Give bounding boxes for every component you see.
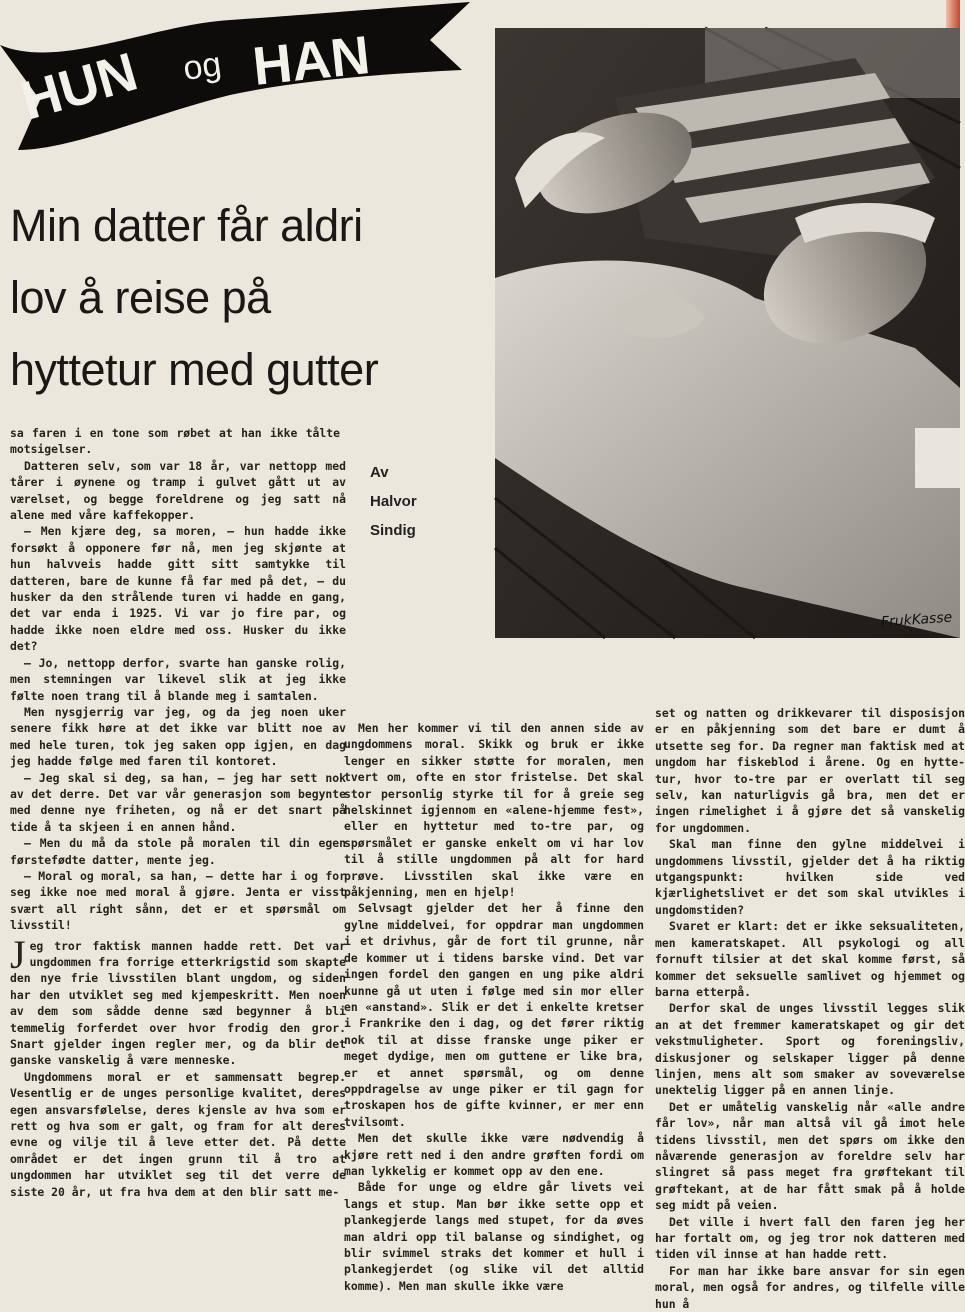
headline-line-1: Min datter får aldri [10,200,363,251]
paragraph: — Men kjære deg, sa moren, — hun hadde ikke forsøkt å opponere før nå, men jeg skjønte at hun halvveis hadde gitt sitt samtykke til datteren, bare de kunne få far med på det, — du husker da den strålende turen vi hadde en gang, det var enda i 1925. Vi var jo fire par, og hadde ikke noen eldre med oss. Husker du ikke det? [10,524,346,654]
paragraph: Ungdommens moral er et sammensatt begrep. Vesentlig er de unges personlige kvalitet, deres egen ansvarsfølelse, deres kjensle av hva som er rett og hva som er galt, og fram for alt deres evne og vilje til å leve etter det. På dette området er det ingen grunn til å tro at ungdommen har utviklet seg til det verre de siste 20 år, ut fra hva dem at den blir satt me- [10,1069,346,1199]
paragraph-with-dropcap [10,931,346,1069]
banner-word-hun: HUN [14,41,144,132]
paragraph: Selvsagt gjelder det her å finne den gylne middelvei, for oppdrar man ungdommen i et drivhus, går de fort til grunne, når de kommer ut i tidens barske vind. Det var ingen fordel den gangen en ung pike aldri kunne gå ut uten i følge med sin mor eller en «anstand». Slik er det i enkelte kretser i Frankrike den i dag, og det fører riktig nok til at disse franske unge piker er meget dydige, men om guttene er like bra, er et annet spørsmål, og om denne oppdragelse av unge piker er til gagn for troskapen hos de gifte kvinner, er mer enn tvilsomt. [344,901,644,1129]
headline-line-3: hyttetur med gutter [10,344,379,395]
paragraph: Derfor skal de unges livsstil legges slik an at det fremmer kameratskapet og gir det vekstmuligheter. Sport og foreningsliv, diskusjoner og selskaper ligger på denne linjen, mens alt som smaker av soveværelse unektelig ligger på en annen linje. [655,1001,965,1098]
headline-line-2: lov å reise på [10,272,271,323]
article-headline [10,190,480,406]
paragraph: Både for unge og eldre går livets vei langs et stup. Man bør ikke sette opp et plankegjerde langs med stupet, for da øves man aldri opp til balanse og sindighet, og blir svimmel straks det kommer et hull i plankegjerdet (og slike vil det alltid komme). Men man skulle ikke være [344,1180,644,1293]
hun-og-han-banner [0,0,470,160]
paragraph: Datteren selv, som var 18 år, var nettopp med tårer i øynene og tramp i gulvet gått ut av værelset, og begge foreldrene og jeg satt nå alene med våre kaffekopper. [10,458,346,523]
paragraph: Svaret er klart: det er ikke seksualiteten, men kameratskapet. All psykologi og all fornuft tilsier at det skal komme først, så kommer det seksuelle samlivet og hjemmet og barna etterpå. [655,919,965,999]
article-column-1 [10,425,346,1285]
paragraph: — Moral og moral, sa han, — dette har i og for seg ikke noe med moral å gjøre. Jenta er visst svært all right sånn, det er et spørsmål om livsstil! [10,868,346,933]
banner-word-og: og [180,45,224,88]
paragraph-text: eg tror faktisk mannen hadde rett. Det var ungdommen fra forrige etterkrigstid som skapte den nye frie livsstilen blant ungdom, og siden har den utviklet seg med kjempeskritt. Men noen av dem som sådde denne sæd begynner å bli temmelig forferdet over hvor frodig den gror. Snart gjelder ingen regler mer, og da blir det ganske vanskelig å være menneske. [10,938,346,1068]
paragraph: Det er umåtelig vanskelig når «alle andre får lov», når man altså vil gå imot hele tidens livsstil, men det spørs om ikke den nåværende generasjon av foreldre selv har slingret så pass meget fra grøftekant til grøftekant, at de har fått smak på å holde seg midt på veien. [655,1099,965,1213]
banner-word-han: HAN [249,25,373,97]
sleeping-couple-photo [495,28,960,638]
paragraph: Men her kommer vi til den annen side av ungdommens moral. Skikk og bruk er ikke lenger en sikker støtte for moralen, men tvert om, ofte en stor fristelse. Det skal stor personlig styrke til for å greie seg helskinnet igjennom en «alene-hjemme fest», eller en hyttetur med to-tre par, og spørsmålet er ganske enkelt om vi har lov til å stille ungdommen på alt for hard prøve. Livsstilen skal ikke være en påkjenning, men en hjelp! [344,721,644,900]
byline [370,458,480,545]
photographer-signature: FrukKasse [880,609,953,631]
byline-last-name: Sindig [370,522,416,539]
article-photo [495,28,960,638]
paragraph: For man har ikke bare ansvar for sin egen moral, men også for andres, og tilfelle ville hun å [655,1263,965,1311]
paragraph: — Jeg skal si deg, sa han, — jeg har sett nok av det derre. Det var vår generasjon som begynte med denne nye friheten, og nå er det snart på tide å ta skjeen i en annen hånd. [10,770,346,834]
paragraph: Det ville i hvert fall den faren jeg her har fortalt om, og jeg tror nok datteren med tiden vil innse at han hadde rett. [655,1214,965,1262]
paragraph: set og natten og drikkevarer til disposisjon er en påkjenning som det bare er dumt å utsette seg for. Da regner man faktisk med at ungdom har fiskeblod i årene. Og en hytte-tur, hvor to-tre par er overlatt til seg selv, kan naturligvis gå bra, men det er ingen rimelighet i å gjøre det så vanskelig for ungdommen. [655,706,965,835]
paragraph: — Jo, nettopp derfor, svarte han ganske rolig, men stemningen var likevel slik at jeg ikke følte noen trang til å blande meg i samtalen. [10,655,346,703]
paragraph: Men det skulle ikke være nødvendig å kjøre rett ned i den andre grøften fordi om man lykkelig er kommet opp av den ene. [344,1131,644,1178]
paragraph: Men nysgjerrig var jeg, og da jeg noen uker senere fikk høre at det ikke var blitt noe av med hele turen, tok jeg saken opp igjen, en dag jeg hadde følge med faren til kontoret. [10,704,346,769]
dropcap: J [10,931,26,977]
article-column-3 [655,705,965,1311]
paragraph: — Men du må da stole på moralen til din egen førstefødte datter, mente jeg. [10,836,346,867]
byline-av: Av [370,464,389,481]
paragraph: sa faren i en tone som røbet at han ikke tålte motsigelser. [10,426,340,457]
paragraph: Skal man finne den gylne middelvei i ungdommens livsstil, gjelder det å ha riktig utgangspunkt: hvilken side ved kjærlighetslivet er det som skal utvikles i ungdomstiden? [655,837,965,917]
article-column-2 [344,720,644,1293]
byline-first-name: Halvor [370,493,417,510]
